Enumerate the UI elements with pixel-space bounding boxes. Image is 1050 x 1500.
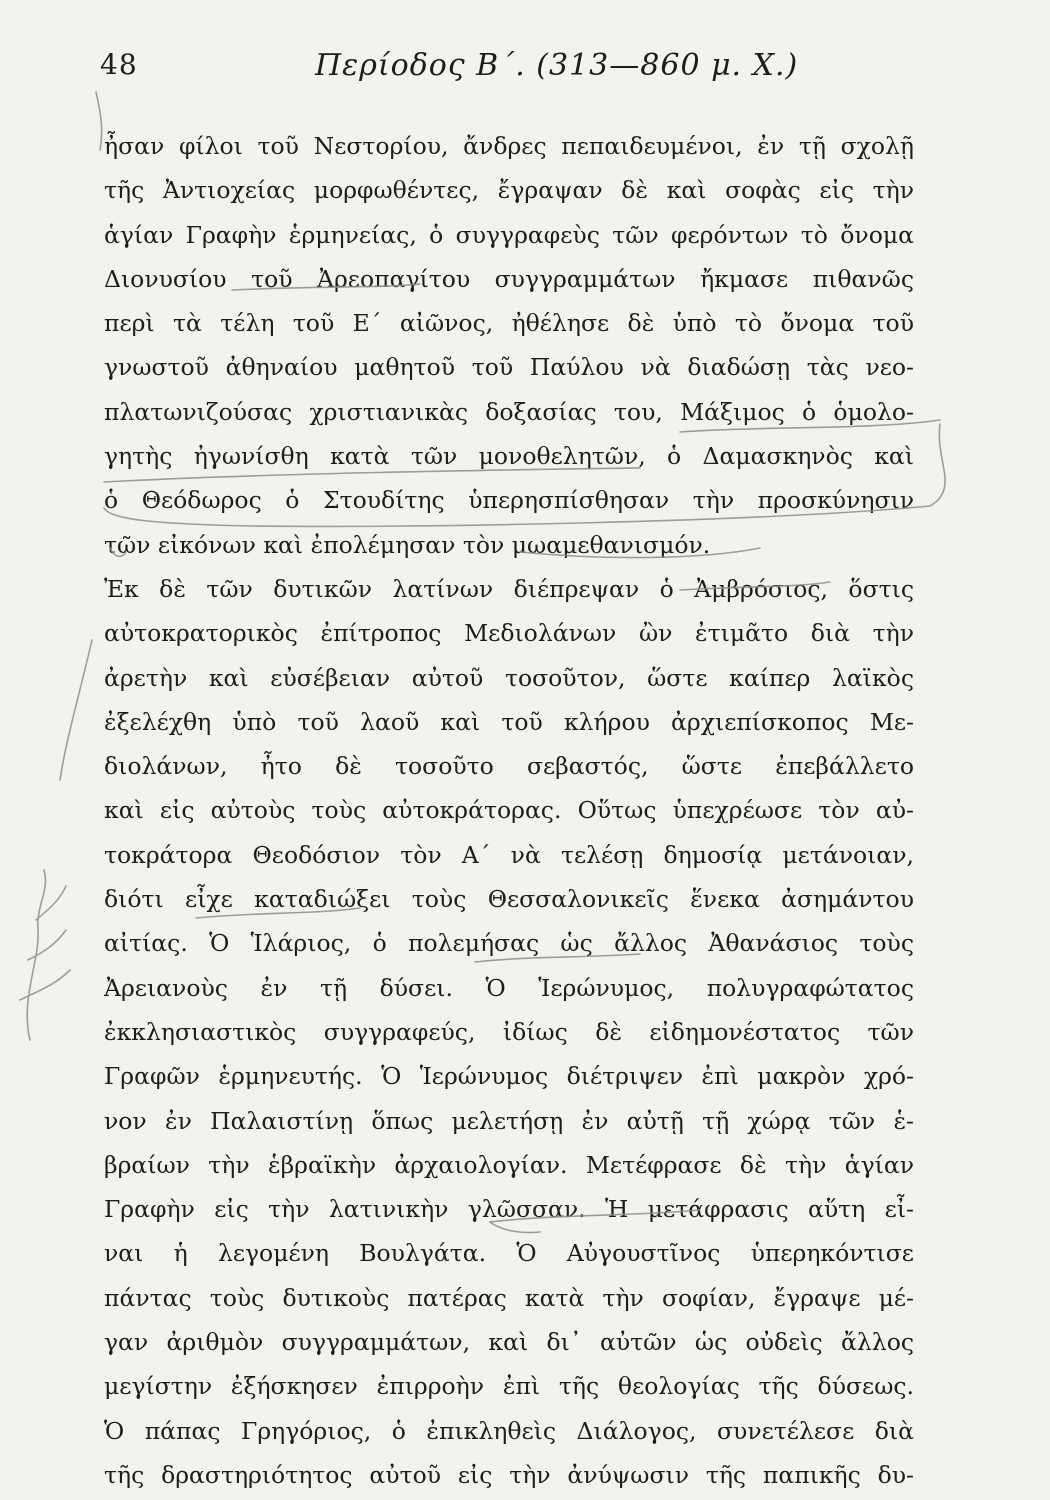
text-line: Ὁ πάπας Γρηγόριος, ὁ ἐπικληθεὶς Διάλογος, συνετέλεσε διὰ	[104, 1416, 914, 1445]
text-line: γητὴς ἠγωνίσθη κατὰ τῶν μονοθελητῶν, ὁ Δαμασκηνὸς καὶ	[104, 442, 914, 471]
page-number: 48	[100, 48, 138, 81]
text-line: ναι ἡ λεγομένη Βουλγάτα. Ὁ Αὐγουστῖνος ὑπερηκόντισε	[104, 1239, 914, 1268]
text-line: αὐτοκρατορικὸς ἐπίτροπος Μεδιολάνων ὢν ἐτιμᾶτο διὰ τὴν	[104, 619, 914, 648]
text-line: τοκράτορα Θεοδόσιον τὸν Α΄ νὰ τελέσῃ δημοσίᾳ μετάνοιαν,	[104, 840, 914, 869]
text-line: ἀρετὴν καὶ εὐσέβειαν αὐτοῦ τοσοῦτον, ὥστε καίπερ λαϊκὸς	[104, 663, 914, 692]
pencil-scribble	[20, 870, 70, 1040]
text-line: ἐξελέχθη ὑπὸ τοῦ λαοῦ καὶ τοῦ κλήρου ἀρχιεπίσκοπος Με-	[104, 707, 914, 736]
text-line: Γραφῶν ἑρμηνευτής. Ὁ Ἱερώνυμος διέτριψεν ἐπὶ μακρὸν χρό-	[104, 1062, 914, 1091]
text-line: αἰτίας. Ὁ Ἱλάριος, ὁ πολεμήσας ὡς ἄλλος Ἀθανάσιος τοὺς	[104, 929, 914, 958]
text-line: διολάνων, ἦτο δὲ τοσοῦτο σεβαστός, ὥστε ἐπεβάλλετο	[104, 752, 914, 781]
text-line: περὶ τὰ τέλη τοῦ Ε΄ αἰῶνος, ἠθέλησε δὲ ὑπὸ τὸ ὄνομα τοῦ	[104, 309, 914, 338]
text-line: μεγίστην ἐξήσκησεν ἐπιρροὴν ἐπὶ τῆς θεολογίας τῆς δύσεως.	[104, 1372, 914, 1401]
running-head: Περίοδος Β΄. (313—860 μ. Χ.)	[315, 48, 799, 83]
text-line: Γραφὴν εἰς τὴν λατινικὴν γλῶσσαν. Ἡ μετάφρασις αὕτη εἶ-	[104, 1195, 914, 1224]
text-line: Διονυσίου τοῦ Ἀρεοπαγίτου συγγραμμάτων ἤκμασε πιθανῶς	[104, 264, 914, 293]
text-line: ἦσαν φίλοι τοῦ Νεστορίου, ἄνδρες πεπαιδευμένοι, ἐν τῇ σχολῇ	[104, 132, 914, 160]
text-line: πλατωνιζούσας χριστιανικὰς δοξασίας του, Μάξιμος ὁ ὁμολο-	[104, 397, 914, 426]
text-line: γαν ἀριθμὸν συγγραμμάτων, καὶ δι᾽ αὐτῶν ὡς οὐδεὶς ἄλλος	[104, 1328, 914, 1357]
text-line: τῆς δραστηριότητος αὐτοῦ εἰς τὴν ἀνύψωσιν τῆς παπικῆς δυ-	[104, 1460, 914, 1489]
text-line: ἐκκλησιαστικὸς συγγραφεύς, ἰδίως δὲ εἰδημονέστατος τῶν	[104, 1017, 914, 1046]
pencil-stroke	[60, 640, 92, 780]
text-line: ἁγίαν Γραφὴν ἑρμηνείας, ὁ συγγραφεὺς τῶν φερόντων τὸ ὄνομα	[104, 220, 914, 249]
pencil-stroke	[96, 92, 102, 150]
body-text	[104, 124, 914, 1497]
text-line: Ἐκ δὲ τῶν δυτικῶν λατίνων διέπρεψαν ὁ Ἀμβρόσιος, ὅστις	[104, 574, 914, 603]
text-line: τῆς Ἀντιοχείας μορφωθέντες, ἔγραψαν δὲ καὶ σοφὰς εἰς τὴν	[104, 176, 914, 205]
page-header	[100, 48, 960, 88]
text-line: καὶ εἰς αὐτοὺς τοὺς αὐτοκράτορας. Οὕτως ὑπεχρέωσε τὸν αὐ-	[104, 796, 914, 825]
text-line: νον ἐν Παλαιστίνῃ ὅπως μελετήσῃ ἐν αὐτῇ τῇ χώρᾳ τῶν ἑ-	[104, 1106, 914, 1135]
text-line: βραίων τὴν ἑβραϊκὴν ἀρχαιολογίαν. Μετέφρασε δὲ τὴν ἁγίαν	[104, 1150, 914, 1179]
text-line: γνωστοῦ ἀθηναίου μαθητοῦ τοῦ Παύλου νὰ διαδώσῃ τὰς νεο-	[104, 353, 914, 382]
text-line: Ἀρειανοὺς ἐν τῇ δύσει. Ὁ Ἱερώνυμος, πολυγραφώτατος	[104, 973, 914, 1002]
text-line: τῶν εἰκόνων καὶ ἐπολέμησαν τὸν μωαμεθανισμόν.	[104, 530, 711, 559]
text-line: ὁ Θεόδωρος ὁ Στουδίτης ὑπερησπίσθησαν τὴν προσκύνησιν	[104, 486, 914, 515]
text-line: πάντας τοὺς δυτικοὺς πατέρας κατὰ τὴν σοφίαν, ἔγραψε μέ-	[104, 1283, 914, 1312]
text-line: διότι εἶχε καταδιώξει τοὺς Θεσσαλονικεῖς ἕνεκα ἀσημάντου	[104, 885, 914, 914]
